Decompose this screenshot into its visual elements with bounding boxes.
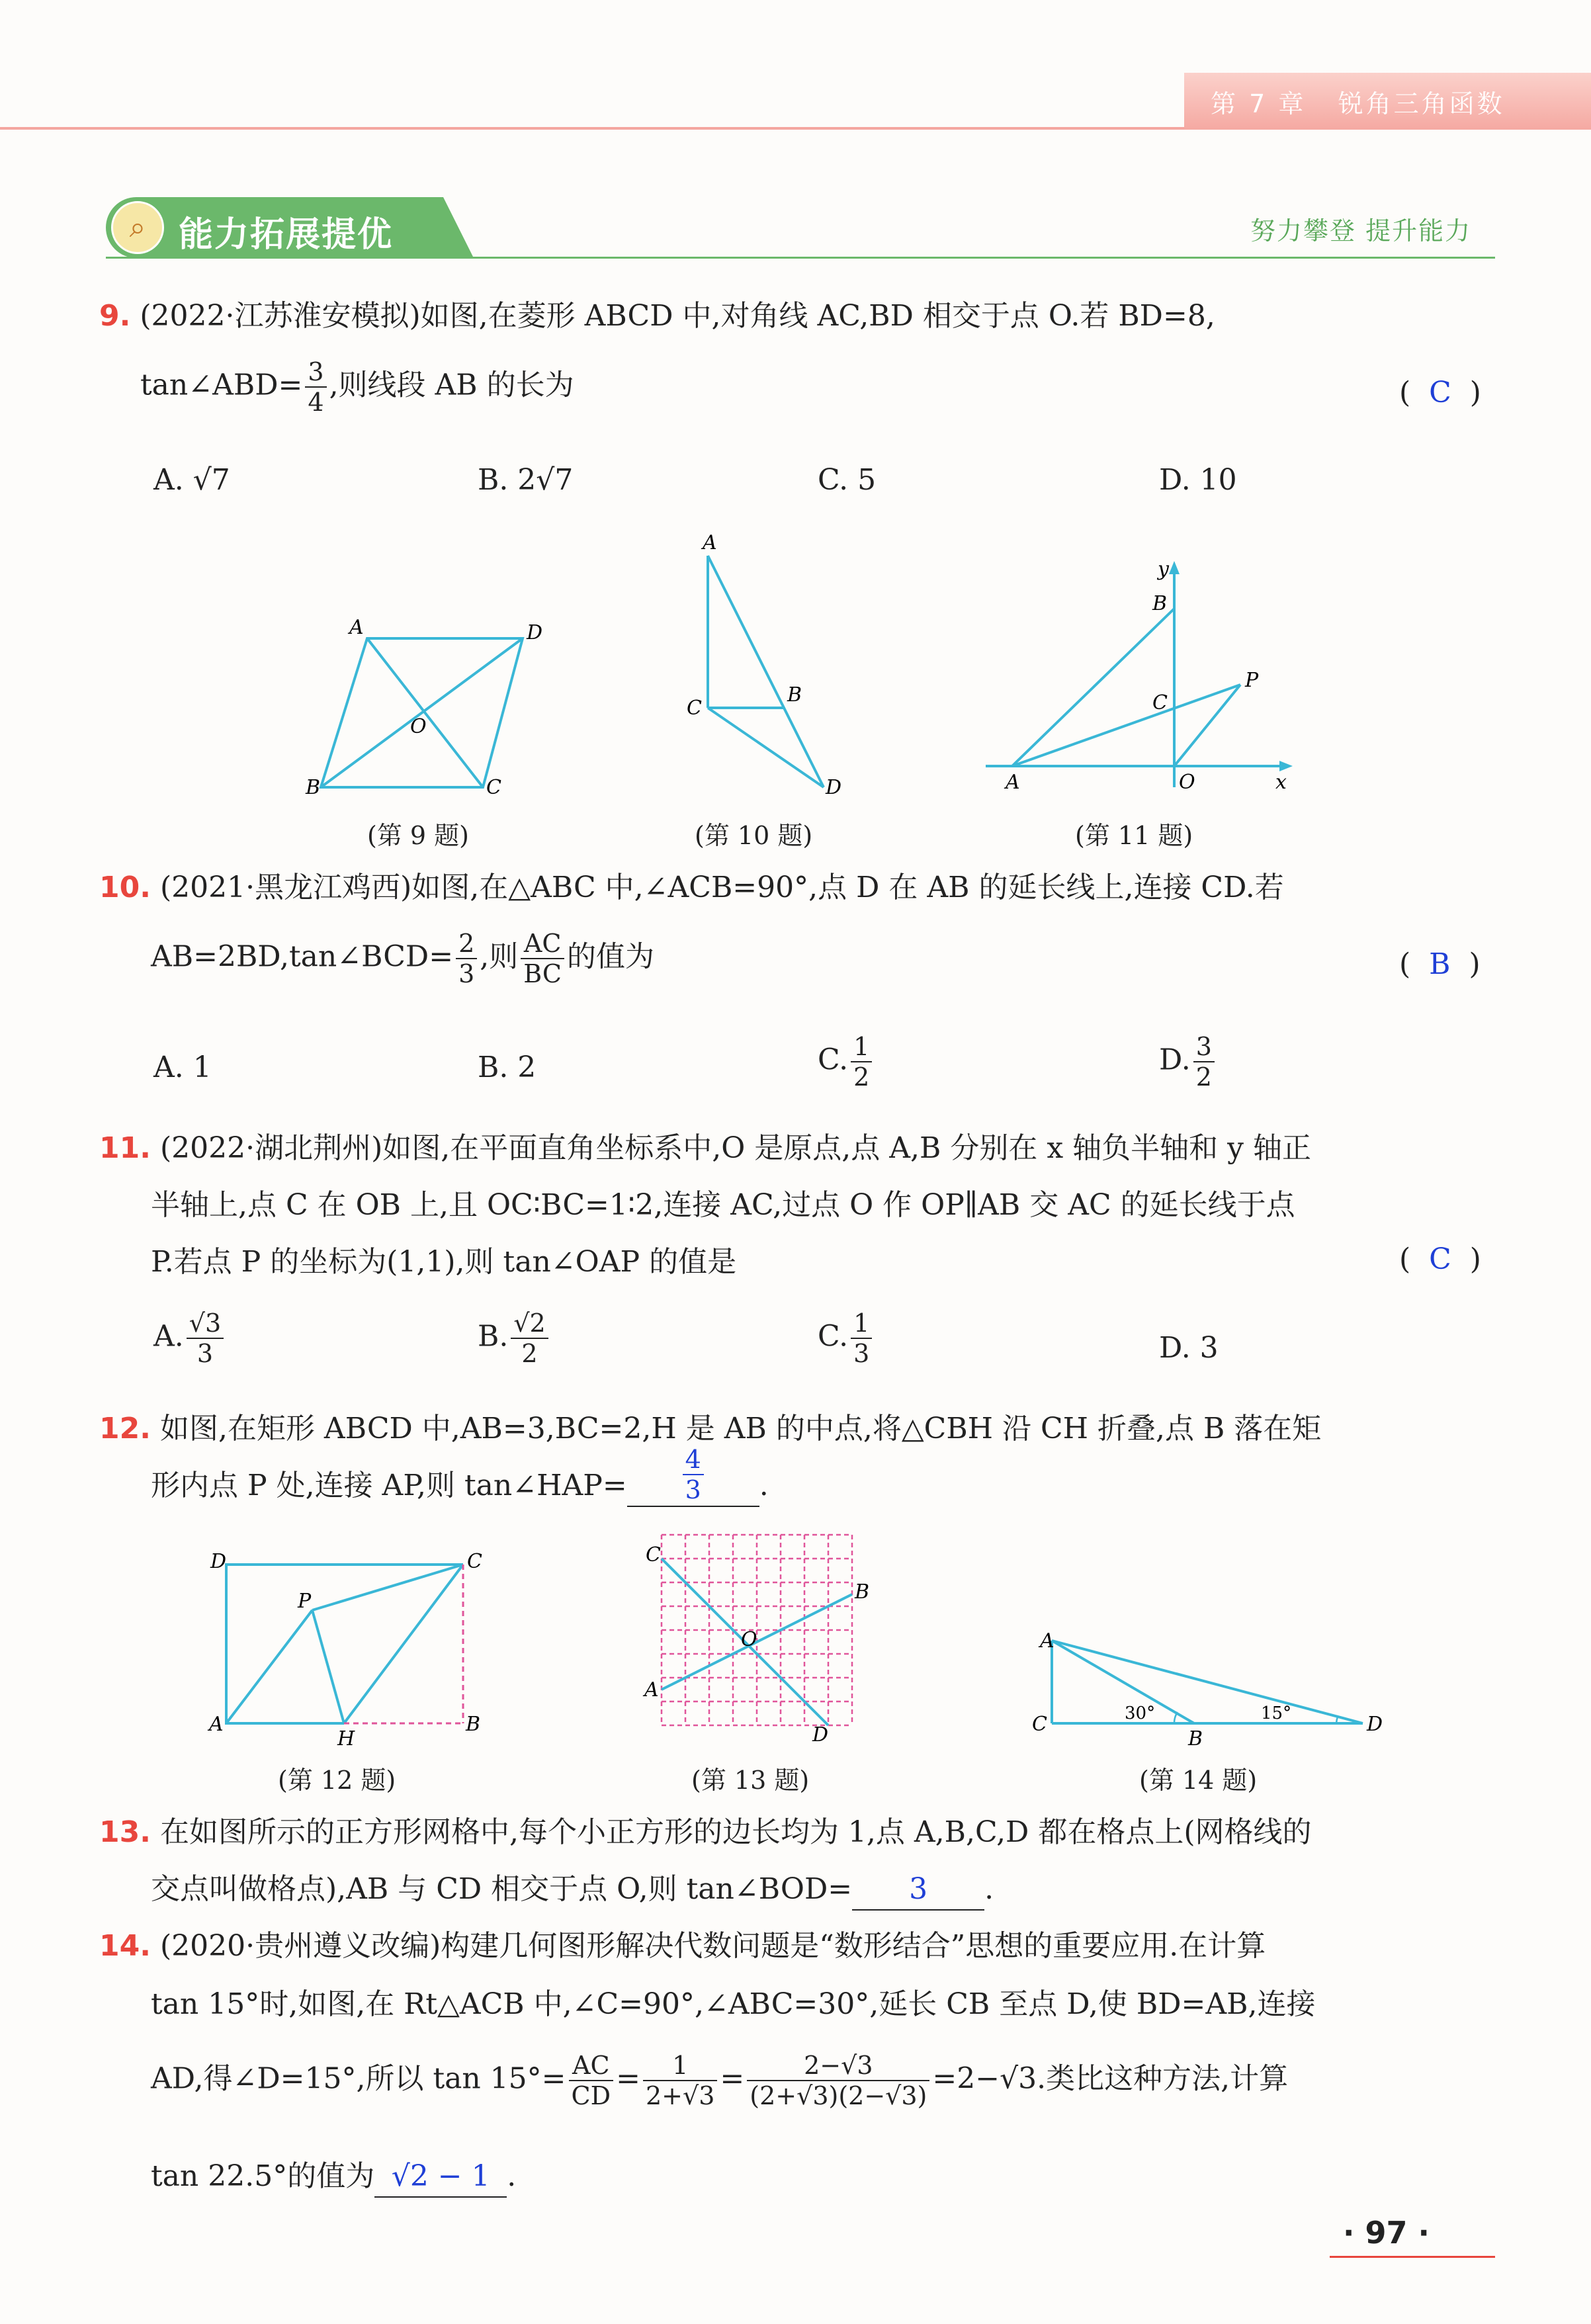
chapter-number: 第 7 章 <box>1211 89 1307 118</box>
f13-label-o: O <box>741 1628 757 1651</box>
q10-text2b: ,则 <box>480 939 519 974</box>
f13-label-b: B <box>855 1580 870 1604</box>
f11-label-b: B <box>1152 592 1168 615</box>
q12-answer-frac <box>683 1445 704 1504</box>
f11-label-y: y <box>1158 558 1169 581</box>
f12-label-c: C <box>467 1550 482 1573</box>
q14-text1: (2020·贵州遵义改编)构建几何图形解决代数问题是“数形结合”思想的重要应用.在计算 <box>159 1929 1266 1963</box>
q11-option-d: D. 3 <box>1159 1331 1219 1365</box>
q11-option-c-den: 3 <box>853 1339 870 1368</box>
f14-label-d: D <box>1367 1713 1383 1736</box>
q12-line1 <box>99 1409 1321 1449</box>
q11-option-c <box>818 1309 875 1368</box>
q11-answer-paren: ( C ) <box>1399 1242 1481 1276</box>
f11-label-c: C <box>1152 691 1168 714</box>
q9-number: 9. <box>99 299 131 333</box>
q9-frac-num: 3 <box>305 357 326 388</box>
q14-end: . <box>507 2159 517 2193</box>
q10-frac2-den: BC <box>523 959 562 988</box>
q10-option-c <box>818 1032 875 1092</box>
q10-answer: B <box>1429 947 1451 981</box>
q10-option-d-den: 2 <box>1195 1062 1212 1092</box>
q11-option-b-num: √2 <box>511 1309 548 1339</box>
q14-frac1-num: AC <box>569 2051 614 2081</box>
page-number-rule <box>1330 2256 1495 2258</box>
q13-text2: 交点叫做格点),AB 与 CD 相交于点 O,则 tan∠BOD= <box>151 1872 853 1906</box>
q9-line2 <box>140 357 574 417</box>
q10-option-d-label: D. <box>1159 1043 1191 1077</box>
q13-line1 <box>99 1813 1312 1852</box>
q11-option-b-den: 2 <box>521 1339 538 1368</box>
f14-label-a: A <box>1040 1629 1054 1653</box>
figure-10 <box>675 523 873 807</box>
q11-text1: (2022·湖北荆州)如图,在平面直角坐标系中,O 是原点,点 A,B 分别在 x 轴负半轴和 y 轴正 <box>159 1131 1311 1165</box>
q11-option-a-label: A. <box>153 1319 184 1354</box>
q14-text3b: =2−√3.类比这种方法,计算 <box>932 2061 1289 2096</box>
q14-eq2: = <box>720 2061 745 2096</box>
q14-number: 14. <box>99 1929 151 1963</box>
q11-option-b <box>478 1309 551 1368</box>
q9-text1: (2022·江苏淮安模拟)如图,在菱形 ABCD 中,对角线 AC,BD 相交于点 O.若 BD=8, <box>140 299 1215 333</box>
q9-text2b: ,则线段 AB 的长为 <box>329 368 574 402</box>
caption-fig13: (第 13 题) <box>691 1766 810 1795</box>
q13-answer: 3 <box>852 1870 984 1911</box>
q9-option-a: A. √7 <box>153 463 230 497</box>
caption-fig10: (第 10 题) <box>695 821 813 850</box>
caption-fig14: (第 14 题) <box>1139 1766 1258 1795</box>
f12-label-h: H <box>337 1727 355 1746</box>
q14-frac3-den: (2+√3)(2−√3) <box>750 2081 927 2110</box>
figure-12 <box>205 1548 496 1746</box>
q14-line3 <box>151 2051 1288 2110</box>
q12-end: . <box>759 1469 769 1502</box>
q10-option-d-frac <box>1193 1032 1215 1092</box>
q14-answer: √2 − 1 <box>374 2157 507 2198</box>
q10-option-d-num: 3 <box>1193 1032 1215 1062</box>
f14-angle-15: 15° <box>1261 1703 1292 1723</box>
q12-answer-den: 3 <box>685 1475 701 1504</box>
q14-text4: tan 22.5°的值为 <box>151 2159 375 2193</box>
q14-eq1: = <box>616 2061 640 2096</box>
f13-label-d: D <box>812 1723 829 1746</box>
q14-line4 <box>151 2157 516 2198</box>
page-number: · 97 · <box>1343 2215 1430 2251</box>
q10-option-a: A. 1 <box>153 1051 212 1084</box>
caption-fig11: (第 11 题) <box>1075 821 1193 850</box>
f12-label-p: P <box>298 1590 312 1613</box>
f13-label-a: A <box>644 1678 659 1701</box>
section-slogan: 努力攀登 提升能力 <box>1250 216 1472 245</box>
q12-line2 <box>151 1444 769 1507</box>
q11-option-a-den: 3 <box>196 1339 214 1368</box>
f12-label-a: A <box>209 1713 224 1736</box>
f9-label-d: D <box>527 621 543 644</box>
q14-frac3 <box>747 2051 929 2110</box>
f11-label-a: A <box>1006 771 1020 794</box>
q14-frac3-num: 2−√3 <box>747 2051 929 2081</box>
f12-label-b: B <box>466 1713 481 1736</box>
q9-option-b: B. 2√7 <box>478 463 574 497</box>
f14-label-c: C <box>1032 1713 1047 1736</box>
q10-fraction2 <box>521 929 564 988</box>
q11-option-a <box>153 1309 226 1368</box>
q14-frac2-num: 1 <box>643 2051 717 2081</box>
q11-option-c-label: C. <box>818 1319 849 1354</box>
q14-frac2 <box>643 2051 717 2110</box>
section-underline <box>106 257 1495 259</box>
q10-text2a: AB=2BD,tan∠BCD= <box>151 939 454 974</box>
section-title: 能力拓展提优 <box>179 215 394 255</box>
q10-option-c-frac <box>851 1032 872 1092</box>
q12-text2: 形内点 P 处,连接 AP,则 tan∠HAP= <box>151 1469 627 1502</box>
f14-angle-30: 30° <box>1125 1703 1156 1723</box>
q12-answer-num: 4 <box>683 1445 704 1475</box>
q12-answer-blank <box>627 1444 759 1507</box>
q9-answer-paren: ( C ) <box>1399 376 1481 409</box>
q10-fraction <box>456 929 477 988</box>
figure-13 <box>642 1522 880 1746</box>
figure-9 <box>291 523 562 807</box>
q9-answer: C <box>1429 376 1451 409</box>
q9-frac-den: 4 <box>308 388 324 417</box>
f10-label-a: A <box>703 531 717 554</box>
q14-line2: tan 15°时,如图,在 Rt△ACB 中,∠C=90°,∠ABC=30°,延长 CB 至点 D,使 BD=AB,连接 <box>151 1987 1316 2021</box>
f11-label-p: P <box>1245 669 1259 692</box>
q14-line1 <box>99 1926 1266 1966</box>
q9-option-d: D. 10 <box>1159 463 1237 497</box>
q11-option-c-frac <box>851 1309 872 1368</box>
figure-14 <box>1025 1621 1396 1746</box>
caption-fig12: (第 12 题) <box>278 1766 396 1795</box>
q9-line1 <box>99 296 1215 336</box>
q11-answer: C <box>1429 1242 1451 1276</box>
q11-line1 <box>99 1129 1311 1168</box>
figure-11 <box>979 556 1297 800</box>
q13-number: 13. <box>99 1815 151 1849</box>
f12-label-d: D <box>210 1550 227 1573</box>
q10-option-c-num: 1 <box>851 1032 872 1062</box>
q11-number: 11. <box>99 1131 151 1165</box>
q13-line2 <box>151 1870 994 1911</box>
q9-fraction <box>305 357 326 417</box>
f9-label-b: B <box>306 776 321 799</box>
f10-label-b: B <box>787 683 802 707</box>
q10-option-b: B. 2 <box>478 1051 537 1084</box>
q11-option-b-frac <box>511 1309 548 1368</box>
q10-option-d <box>1159 1032 1217 1092</box>
q10-line2 <box>151 929 654 988</box>
q14-frac1 <box>569 2051 614 2110</box>
q11-line3: P.若点 P 的坐标为(1,1),则 tan∠OAP 的值是 <box>151 1245 737 1279</box>
q11-line2: 半轴上,点 C 在 OB 上,且 OC∶BC=1∶2,连接 AC,过点 O 作 OP∥AB 交 AC 的延长线于点 <box>151 1188 1295 1222</box>
q13-end: . <box>984 1872 994 1906</box>
f11-label-o: O <box>1179 771 1195 794</box>
q12-text1: 如图,在矩形 ABCD 中,AB=3,BC=2,H 是 AB 的中点,将△CBH 沿 CH 折叠,点 B 落在矩 <box>159 1412 1322 1445</box>
f14-label-b: B <box>1188 1727 1203 1746</box>
q10-frac-num: 2 <box>456 929 477 959</box>
q10-text2c: 的值为 <box>567 939 654 974</box>
q14-frac2-den: 2+√3 <box>645 2081 715 2110</box>
f10-label-d: D <box>826 776 842 799</box>
caption-fig9: (第 9 题) <box>367 821 469 850</box>
f9-label-c: C <box>486 776 501 799</box>
q13-text1: 在如图所示的正方形网格中,每个小正方形的边长均为 1,点 A,B,C,D 都在格点上(网格线的 <box>159 1815 1312 1849</box>
magnifier-icon: ⌕ <box>111 201 164 254</box>
q9-option-c: C. 5 <box>818 463 877 497</box>
q10-frac-den: 3 <box>458 959 475 988</box>
q14-frac1-den: CD <box>571 2081 611 2110</box>
q10-frac2-num: AC <box>521 929 564 959</box>
q11-option-a-frac <box>187 1309 224 1368</box>
f10-label-c: C <box>687 697 702 720</box>
q10-answer-paren: ( B ) <box>1399 947 1481 981</box>
f9-label-o: O <box>410 715 427 738</box>
q11-option-a-num: √3 <box>187 1309 224 1339</box>
chapter-topic: 锐角三角函数 <box>1338 89 1505 118</box>
chapter-heading <box>1211 83 1505 120</box>
f11-label-x: x <box>1275 771 1287 794</box>
q10-number: 10. <box>99 871 151 904</box>
q12-number: 12. <box>99 1412 151 1445</box>
f13-label-c: C <box>646 1543 661 1567</box>
q10-text1: (2021·黑龙江鸡西)如图,在△ABC 中,∠ACB=90°,点 D 在 AB 的延长线上,连接 CD.若 <box>159 871 1284 904</box>
q10-option-c-label: C. <box>818 1043 849 1077</box>
q10-line1 <box>99 868 1284 908</box>
q9-text2a: tan∠ABD= <box>140 368 303 402</box>
q11-option-c-num: 1 <box>851 1309 872 1339</box>
q11-option-b-label: B. <box>478 1319 509 1354</box>
f9-label-a: A <box>349 616 364 639</box>
q10-option-c-den: 2 <box>853 1062 870 1092</box>
q14-text3a: AD,得∠D=15°,所以 tan 15°= <box>151 2061 566 2096</box>
